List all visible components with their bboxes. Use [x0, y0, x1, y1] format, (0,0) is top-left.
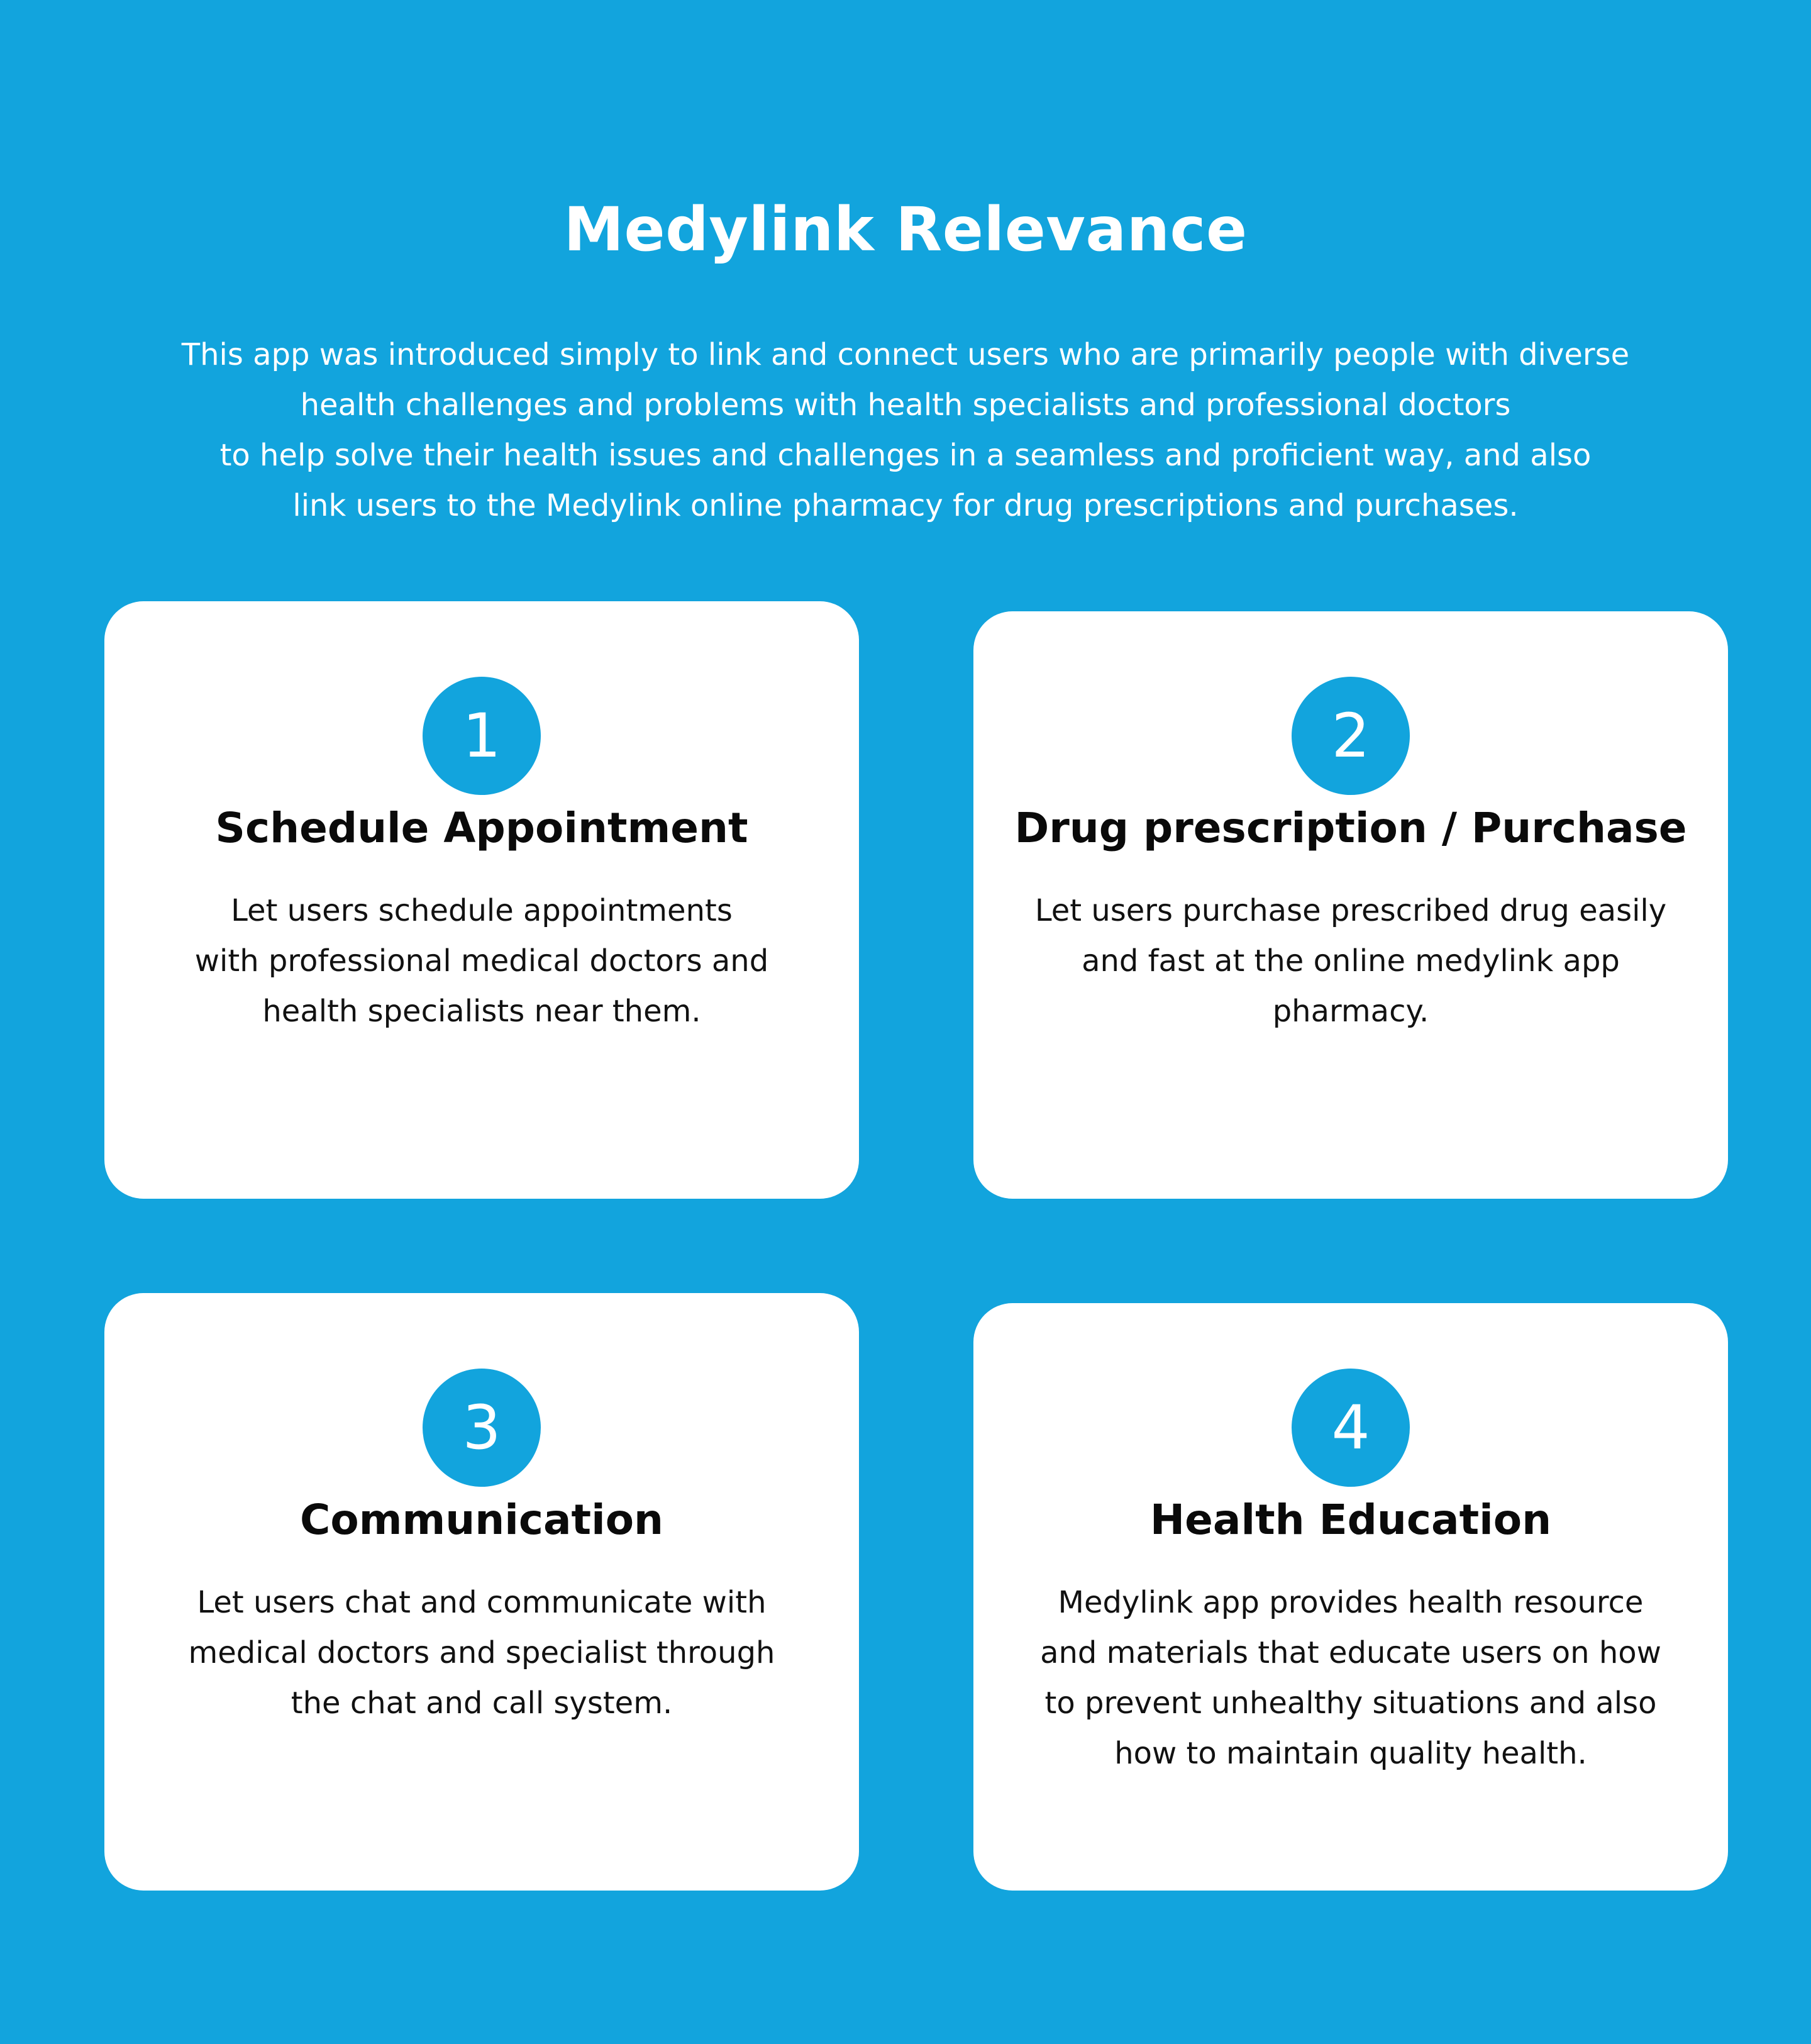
page-title: Medylink Relevance: [563, 194, 1248, 265]
description-line: Let users purchase prescribed drug easily: [1034, 893, 1667, 928]
intro-line: link users to the Medylink online pharmacy for drug prescriptions and purchases.: [292, 488, 1519, 523]
number-badge: 2: [1292, 677, 1410, 795]
card-title: Communication: [299, 1496, 664, 1544]
feature-card-drug-prescription: [973, 611, 1728, 1199]
card-title: Health Education: [1149, 1496, 1552, 1544]
card-description: [1011, 886, 1690, 1036]
intro-line: to help solve their health issues and challenges in a seamless and proficient way, and also: [219, 438, 1592, 473]
intro-line: health challenges and problems with health specialists and professional doctors: [300, 387, 1511, 423]
feature-card-communication: [104, 1293, 859, 1891]
description-line: Medylink app provides health resource: [1058, 1585, 1644, 1620]
description-line: with professional medical doctors and: [194, 943, 769, 979]
description-line: and materials that educate users on how: [1040, 1635, 1661, 1670]
description-line: and fast at the online medylink app: [1082, 943, 1620, 979]
feature-card-health-education: [973, 1303, 1728, 1891]
card-description: [142, 886, 821, 1036]
description-line: Let users schedule appointments: [231, 893, 733, 928]
feature-card-schedule-appointment: [104, 601, 859, 1199]
description-line: medical doctors and specialist through: [188, 1635, 775, 1670]
description-line: how to maintain quality health.: [1114, 1736, 1587, 1771]
number-badge: 3: [423, 1369, 541, 1487]
card-description: [142, 1577, 821, 1728]
card-title: Schedule Appointment: [215, 804, 748, 852]
description-line: the chat and call system.: [291, 1686, 673, 1721]
intro-paragraph: [0, 330, 1811, 531]
intro-line: This app was introduced simply to link and connect users who are primarily people with diverse: [181, 337, 1630, 372]
card-title: Drug prescription / Purchase: [1014, 804, 1687, 852]
number-badge: 1: [423, 677, 541, 795]
description-line: pharmacy.: [1272, 994, 1429, 1029]
description-line: Let users chat and communicate with: [197, 1585, 767, 1620]
description-line: to prevent unhealthy situations and also: [1044, 1686, 1657, 1721]
number-badge: 4: [1292, 1369, 1410, 1487]
description-line: health specialists near them.: [262, 994, 701, 1029]
card-description: [1011, 1577, 1690, 1779]
